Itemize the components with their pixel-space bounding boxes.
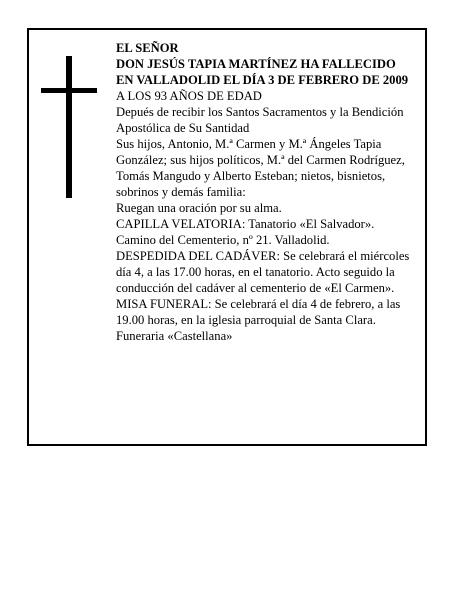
deceased-announcement: DON JESÚS TAPIA MARTÍNEZ HA FALLECIDO EN VALLADOLID EL DÍA 3 DE FEBRERO DE 2009 [116,57,409,87]
family-line: Sus hijos, Antonio, M.ª Carmen y M.ª Ángeles Tapia González; sus hijos políticos, M.ª del Carmen Rodríguez, Tomás Mangudo y Alberto Esteban; nietos, bisnietos, sobrinos y demás familia: [116,137,405,199]
obituary-notice [27,28,427,446]
funeral-home: Funeraria «Castellana» [116,329,233,343]
notice-heading: EL SEÑOR [116,41,179,55]
chapel-info: CAPILLA VELATORIA: Tanatorio «El Salvador». Camino del Cementerio, nº 21. Valladolid. [116,217,375,247]
notice-text-block [116,40,416,344]
cross-vertical-bar [66,56,72,198]
latin-cross-icon [41,56,97,198]
sacraments-line: Depués de recibir los Santos Sacramentos y la Bendición Apostólica de Su Santidad [116,105,404,135]
age-line: A LOS 93 AÑOS DE EDAD [116,89,262,103]
prayer-request: Ruegan una oración por su alma. [116,201,282,215]
cross-horizontal-bar [41,88,97,93]
farewell-info: DESPEDIDA DEL CADÁVER: Se celebrará el miércoles día 4, a las 17.00 horas, en el tanatorio. Acto seguido la conducción del cadáver al cementerio de «El Carmen». [116,249,410,295]
funeral-mass-info: MISA FUNERAL: Se celebrará el día 4 de febrero, a las 19.00 horas, en la iglesia parroquial de Santa Clara. [116,297,401,327]
